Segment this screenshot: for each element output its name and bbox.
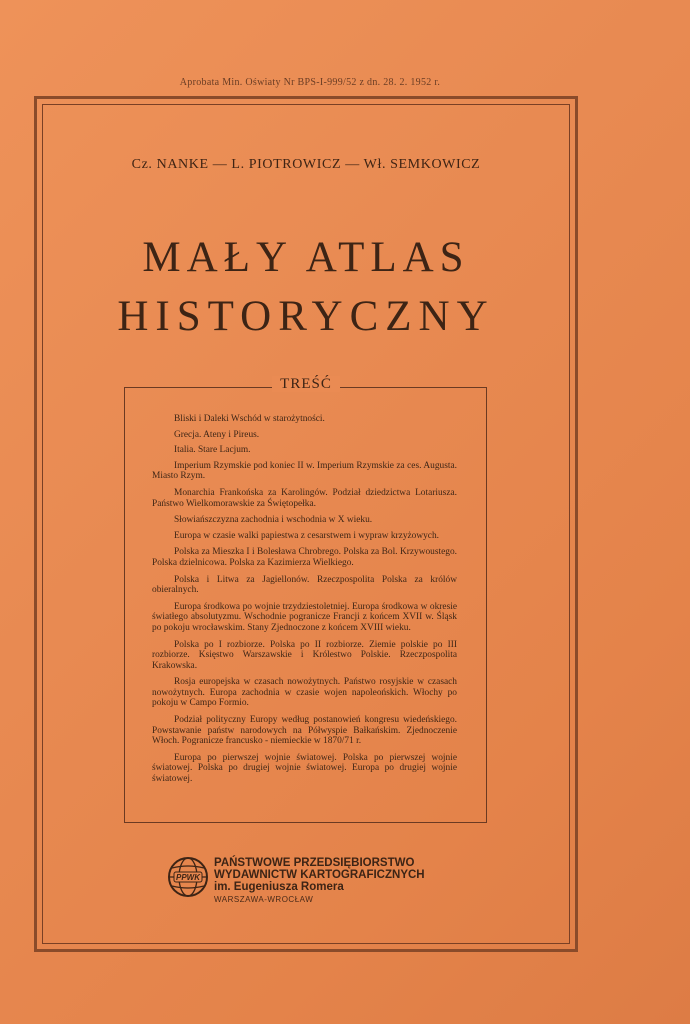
contents-item: Italia. Stare Lacjum. — [174, 445, 251, 456]
contents-heading — [0, 376, 612, 393]
publisher-line-2: WYDAWNICTW KARTOGRAFICZNYCH — [214, 869, 425, 881]
publisher-city: WARSZAWA-WROCŁAW — [214, 895, 314, 904]
contents-item: Grecja. Ateny i Pireus. — [174, 429, 260, 440]
contents-item: Polska za Mieszka I i Bolesława Chrobrego. Polska za Bol. Krzywoustego. Polska dzielnicowa. Polska za Kazimierza Wielkiego. — [152, 547, 457, 568]
publisher-line-1: PAŃSTWOWE PRZEDSIĘBIORSTWO — [214, 857, 415, 869]
logo-lettering: PPWK — [176, 873, 200, 882]
contents-list — [152, 414, 457, 791]
contents-item: Podział polityczny Europy według postanowień kongresu wiedeńskiego. Powstawanie państw narodowych na Półwyspie Bałkańskim. Zjednoczenie Włoch. Pogranicze francusko - niemieckie w 1870/71 r. — [152, 715, 457, 747]
contents-item: Polska i Litwa za Jagiellonów. Rzeczpospolita Polska za królów obieralnych. — [152, 574, 457, 596]
contents-item: Europa po pierwszej wojnie światowej. Polska po pierwszej wojnie światowej. Polska po drugiej wojnie światowej. Europa po drugiej wojnie światowej. — [152, 752, 457, 785]
contents-heading-label: TREŚĆ — [272, 376, 340, 392]
contents-item: Polska po I rozbiorze. Polska po II rozbiorze. Ziemie polskie po III rozbiorze. Księstwo Warszawskie i Królestwo Polskie. Rzeczpospolita Krakowska. — [152, 639, 457, 671]
contents-item: Słowiańszczyzna zachodnia i wschodnia w X wieku. — [174, 515, 373, 526]
globe-logo-icon — [166, 855, 210, 899]
contents-item: Europa środkowa po wojnie trzydziestoletniej. Europa środkowa w okresie światłego absolutyzmu. Wschodnie pogranicze Francji z końcem XVII w. Śląsk po pokoju wrocławskim. Stany Zjednoczone z końcem XVIII wieku. — [152, 601, 457, 633]
authors-line: Cz. NANKE — L. PIOTROWICZ — Wł. SEMKOWICZ — [131, 157, 481, 172]
contents-item: Imperium Rzymskie pod koniec II w. Imperium Rzymskie za ces. Augusta. Miasto Rzym. — [152, 460, 457, 482]
publisher-line-3: im. Eugeniusza Romera — [214, 881, 344, 893]
approval-note: Aprobata Min. Oświaty Nr BPS-I-999/52 z dn. 28. 2. 1952 r. — [179, 77, 441, 88]
contents-item: Rosja europejska w czasach nowożytnych. Państwo rosyjskie w czasach nowożytnych. Europa zachodnia w czasie wojen napoleońskich. Włochy po pokoju w Campo Formio. — [152, 677, 457, 709]
contents-item: Bliski i Daleki Wschód w starożytności. — [174, 414, 325, 424]
title-line-1: MAŁY ATLAS — [142, 234, 470, 281]
contents-item: Europa w czasie walki papiestwa z cesarstwem i wypraw krzyżowych. — [174, 530, 439, 541]
contents-item: Monarchia Frankońska za Karolingów. Podział dziedzictwa Lotariusza. Państwo Wielkomorawskie za Świętopełka. — [152, 487, 457, 509]
publisher-name — [214, 857, 474, 893]
title-line-2: HISTORYCZNY — [117, 293, 495, 340]
